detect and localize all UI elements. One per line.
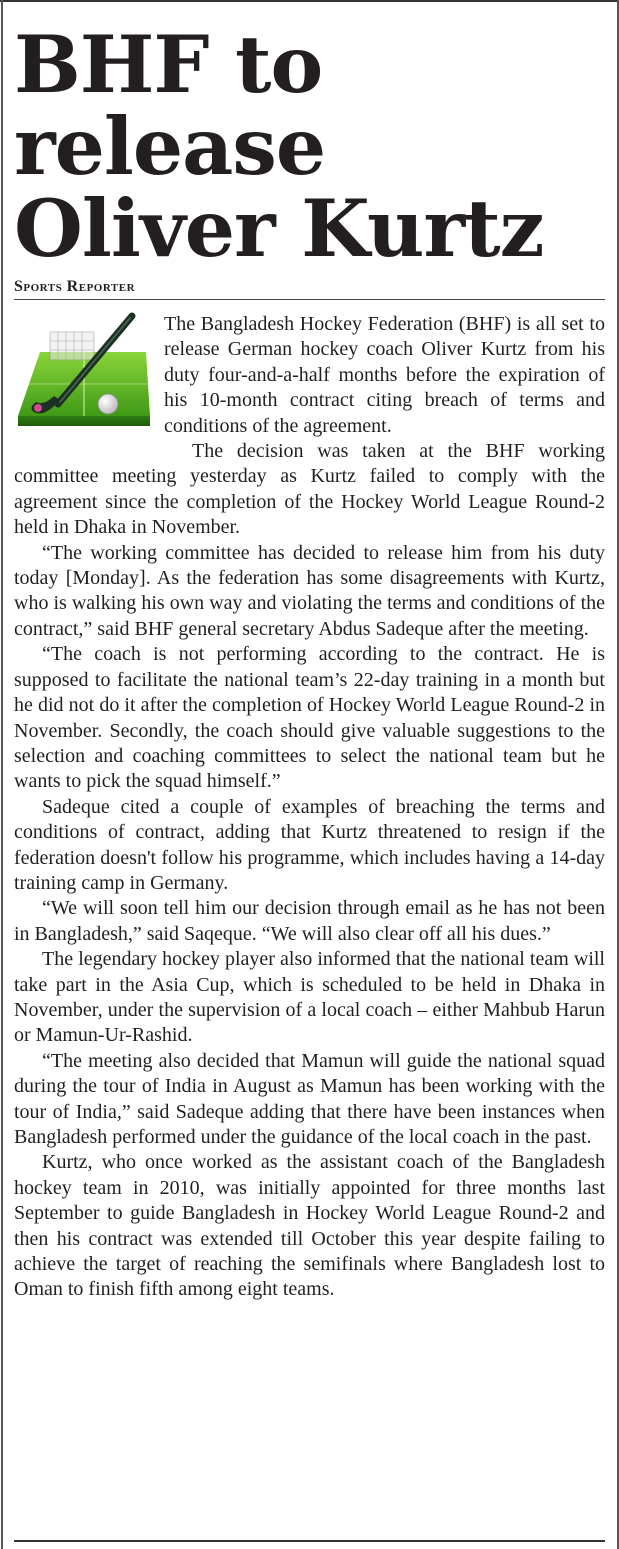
- top-border: [0, 0, 619, 2]
- field-edge: [18, 416, 150, 426]
- paragraph: Sadeque cited a couple of examples of breaching the terms and conditions of contract, adding that Kurtz threatened to resign if the federation doesn't follow his programme, which includes having a 14-day training camp in Germany.: [14, 795, 605, 894]
- paragraph: The Bangladesh Hockey Federation (BHF) is all set to release German hockey coach Oliver Kurtz from his duty four-and-a-half months before the expiration of his 10-month contract citing breach of terms and conditions of the agreement.: [164, 313, 605, 437]
- paragraph: The decision was taken at the BHF working committee meeting yesterday as Kurtz failed to comply with the agreement since the completion of the Hockey World League Round-2 held in Dhaka in November.: [14, 440, 605, 539]
- paragraph: “The coach is not performing according to the contract. He is supposed to facilitate the national team’s 22-day training in a month but he did not do it after the completion of Hockey World League Round-2 in November. Secondly, the coach should give valuable suggestions to the selection and coaching committees to select the national team but he wants to pick the squad himself.”: [14, 643, 605, 793]
- headline: BHF to release Oliver Kurtz: [14, 18, 544, 275]
- paragraph: “The working committee has decided to release him from his duty today [Monday]. As the federation has some disagreements with Kurtz, who is walking his own way and violating the terms and conditions of the contract,” said BHF general secretary Abdus Sadeque after the meeting.: [14, 541, 605, 640]
- byline: Sports Reporter: [14, 278, 605, 300]
- hockey-ball-icon: [98, 394, 118, 414]
- paragraph: The legendary hockey player also informed that the national team will take part in the Asia Cup, which is scheduled to be held in Dhaka in November, under the supervision of a local coach – either Mahbub Harun or Mamun-Ur-Rashid.: [14, 948, 605, 1047]
- left-border: [1, 0, 3, 1549]
- paragraph: “The meeting also decided that Mamun will guide the national squad during the tour of India in August as Mamun has been working with the tour of India,” said Sadeque adding that there have been instances when Bangladesh performed under the guidance of the local coach in the past.: [14, 1049, 605, 1148]
- article-body: [14, 312, 605, 1303]
- hockey-stick-field-icon: [14, 312, 154, 444]
- article: [14, 18, 605, 1303]
- goal-net-icon: [50, 332, 94, 360]
- bottom-border: [14, 1540, 605, 1542]
- paragraph: Kurtz, who once worked as the assistant coach of the Bangladesh hockey team in 2010, was initially appointed for three months last September to guide Bangladesh in Hockey World League Round-2 and then his contract was extended till October this year despite failing to achieve the target of reaching the semifinals where Bangladesh lost to Oman to finish fifth among eight teams.: [14, 1151, 605, 1301]
- paragraph: “We will soon tell him our decision through email as he has not been in Bangladesh,” said Saqeque. “We will also clear off all his dues.”: [14, 897, 605, 945]
